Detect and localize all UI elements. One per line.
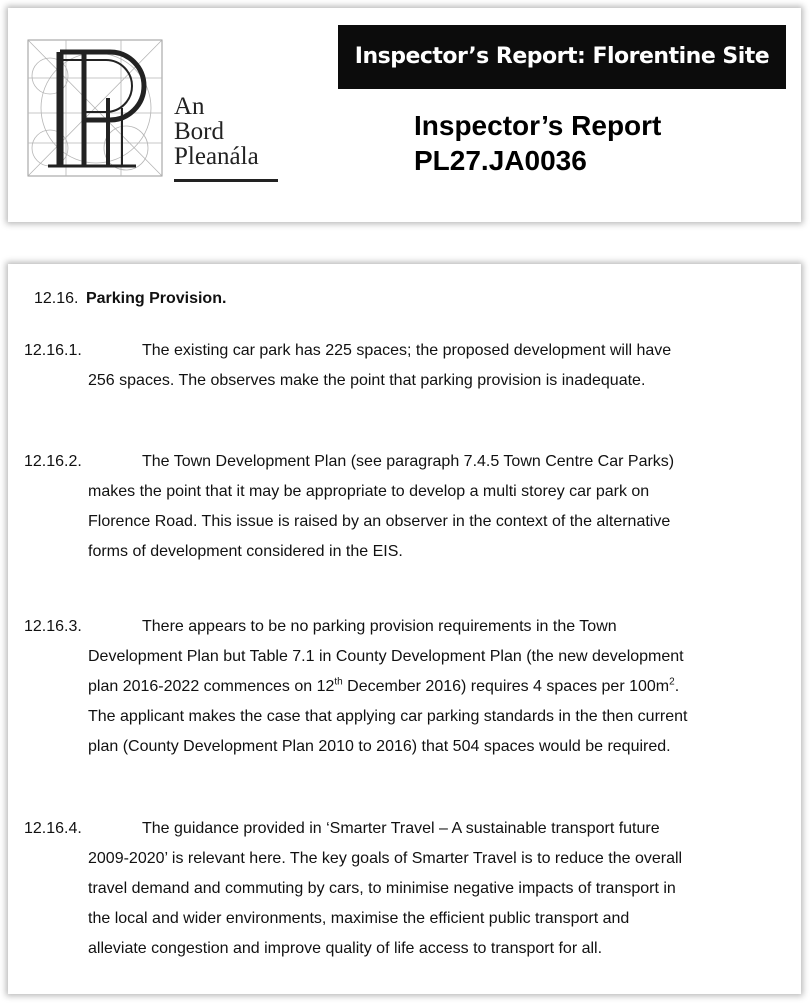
body-card [8,264,801,994]
section-number: 12.16. [34,290,79,307]
paragraph-line: 2009-2020’ is relevant here. The key goals of Smarter Travel is to reduce the overall [88,850,683,867]
logo-word-1: An [174,93,205,120]
report-title-block [414,108,661,178]
paragraph-line: There appears to be no parking provision requirements in the Town [142,618,617,635]
squared-superscript: 2 [669,676,675,688]
header-card [8,8,801,222]
paragraph-line: alleviate congestion and improve quality of life access to transport for all. [88,940,603,957]
paragraph-12-16-4 [24,814,764,964]
paragraph-line: travel demand and commuting by cars, to minimise negative impacts of transport in [88,880,676,897]
paragraph-line: Development Plan but Table 7.1 in County Development Plan (the new development [88,648,684,665]
paragraph-line: The guidance provided in ‘Smarter Travel – A sustainable transport future [142,820,660,837]
logo-word-3: Pleanála [174,143,259,170]
an-bord-pleanala-logo [26,38,288,188]
paragraph-line: 256 spaces. The observes make the point that parking provision is inadequate. [88,372,646,389]
logo-monogram-icon [26,38,166,188]
logo-word-2: Bord [174,118,224,145]
paragraph-number: 12.16.2. [24,453,82,470]
report-banner: Inspector’s Report: Florentine Site [338,25,786,89]
paragraph-12-16-3 [24,612,764,762]
paragraph-line: forms of development considered in the EIS. [88,543,403,560]
paragraph-line: The existing car park has 225 spaces; the proposed development will have [142,342,672,359]
logo-wordmark [174,94,259,169]
paragraph-12-16-1 [24,336,764,396]
section-heading [34,290,226,308]
line-text: December 2016) requires 4 spaces per 100m [342,678,670,695]
paragraph-number: 12.16.3. [24,618,82,635]
paragraph-line: plan (County Development Plan 2010 to 2016) that 504 spaces would be required. [88,738,671,755]
paragraph-number: 12.16.4. [24,820,82,837]
paragraph-line: The applicant makes the case that applying car parking standards in the then current [88,708,688,725]
line-text: . [674,678,680,695]
ordinal-superscript: th [334,676,343,688]
report-reference: PL27.JA0036 [414,145,587,176]
paragraph-12-16-2 [24,447,764,567]
paragraph-line: the local and wider environments, maximise the efficient public transport and [88,910,630,927]
paragraph-line: Florence Road. This issue is raised by an observer in the context of the alternative [88,513,671,530]
report-title: Inspector’s Report [414,110,662,141]
paragraph-line-with-superscripts [24,672,764,702]
line-text: plan 2016-2022 commences on 12 [88,678,335,695]
logo-underline [174,179,278,182]
section-title: Parking Provision. [85,290,227,307]
paragraph-line: The Town Development Plan (see paragraph 7.4.5 Town Centre Car Parks) [142,453,675,470]
paragraph-line: makes the point that it may be appropriate to develop a multi storey car park on [88,483,650,500]
paragraph-number: 12.16.1. [24,342,82,359]
